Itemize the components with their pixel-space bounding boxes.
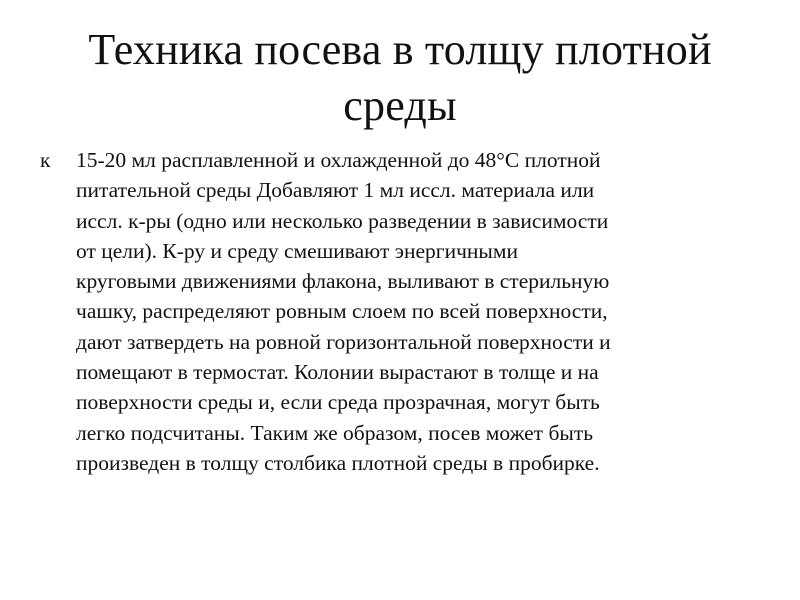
body-line: иссл. к-ры (одно или несколько разведении в зависимости [76, 208, 609, 233]
slide-body [40, 145, 760, 478]
body-line: от цели). К-ру и среду смешивают энергичными [76, 238, 518, 263]
body-line: питательной среды Добавляют 1 мл иссл. материала или [76, 178, 595, 203]
body-line: дают затвердеть на ровной горизонтальной поверхности и [76, 329, 611, 354]
body-line: круговыми движениями флакона, выливают в стерильную [76, 269, 610, 294]
body-line: помещают в термостат. Колонии вырастают в толще и на [76, 360, 599, 385]
body-line: поверхности среды и, если среда прозрачная, могут быть [76, 390, 600, 415]
title-line: Техника посева в толщу плотной [88, 25, 712, 74]
body-line: чашку, распределяют ровным слоем по всей поверхности, [76, 299, 608, 324]
body-line: легко подсчитаны. Таким же образом, посев может быть [76, 420, 594, 445]
title-line: среды [343, 81, 457, 130]
slide-title [40, 22, 760, 134]
body-paragraph [40, 145, 760, 478]
body-line: произведен в толщу столбика плотной среды в пробирке. [76, 450, 600, 475]
paragraph-marker: к [40, 148, 51, 172]
body-line: 15-20 мл расплавленной и охлажденной до 48°С плотной [76, 148, 601, 172]
